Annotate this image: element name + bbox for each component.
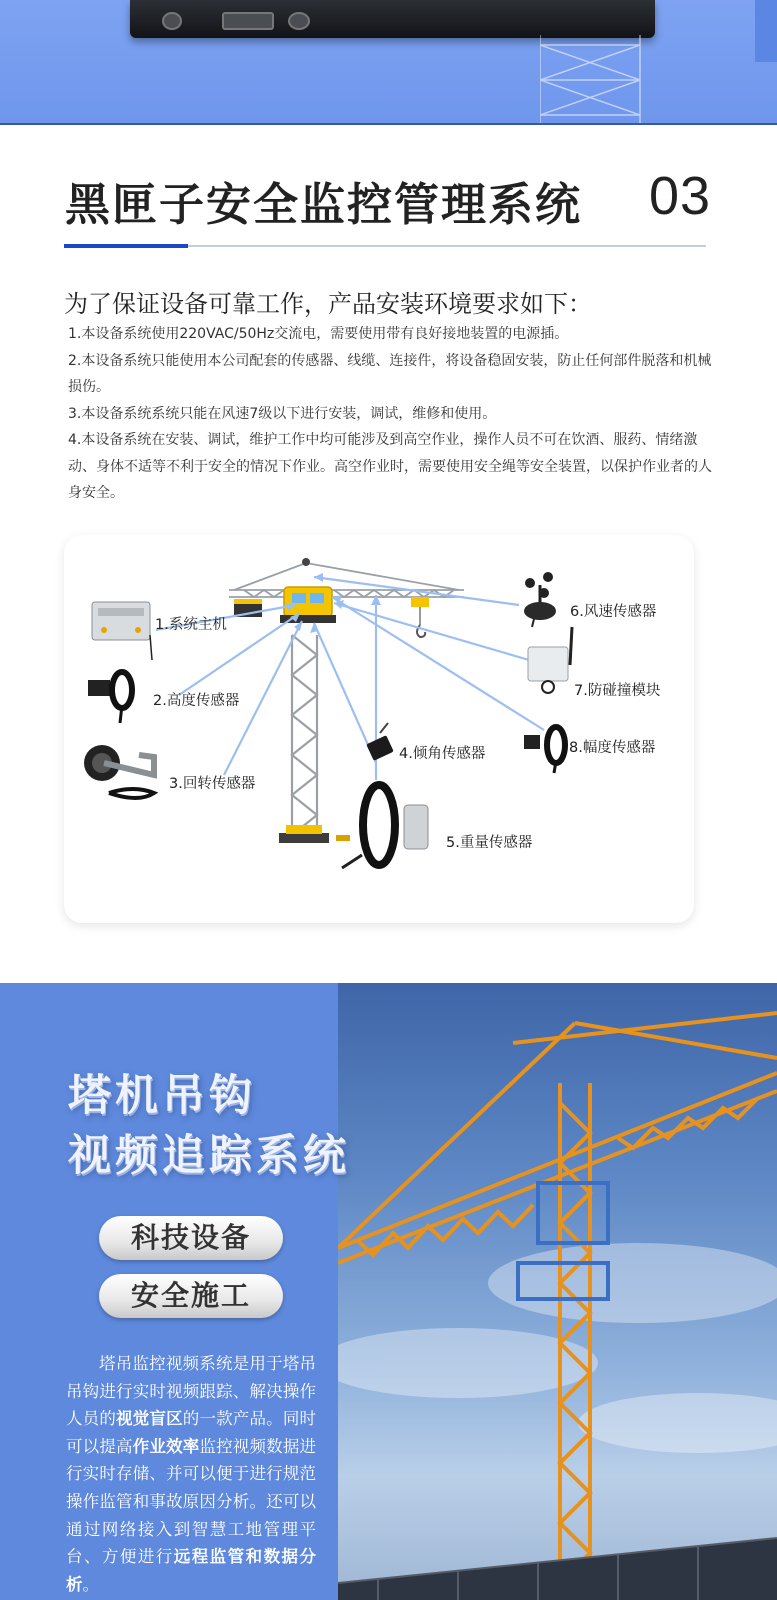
requirements-list [68, 321, 718, 507]
tower-lattice-icon [540, 35, 650, 125]
label-anticollision-module: 7.防碰撞模块 [574, 683, 661, 699]
label-weight-sensor: 5.重量传感器 [446, 835, 533, 851]
anticollision-module-icon [528, 627, 572, 693]
video-system-title-line2: 视频追踪系统 [68, 1131, 350, 1181]
top-banner [0, 0, 777, 125]
desc-text: 监控视频数据进行实时存储、并可以便于进行规范操作监管和事故原因分析。还可以通过网络接入到智慧工地管理平台、方便进行 [66, 1436, 317, 1567]
label-system-host: 1.系统主机 [155, 617, 227, 633]
video-system-title-line1: 塔机吊钩 [68, 1071, 256, 1121]
tower-crane-photo-icon [338, 983, 777, 1600]
requirement-item: 4.本设备系统在安装、调试，维护工作中均可能涉及到高空作业，操作人员不可在饮酒、服药、情绪激动、身体不适等不利于安全的情况下作业。高空作业时，需要使用安全绳等安全装置，以保护作业者的人身安全。 [68, 432, 712, 501]
video-system-description [66, 1350, 316, 1598]
tech-equipment-badge: 科技设备 [99, 1216, 283, 1260]
requirement-item: 3.本设备系统系统只能在风速7级以下进行安装，调试，维修和使用。 [68, 405, 497, 422]
rotation-sensor-icon [84, 745, 154, 798]
label-tilt-sensor: 4.倾角传感器 [399, 746, 486, 762]
diagram-graphic [64, 535, 694, 923]
tilt-sensor-icon [366, 723, 394, 761]
requirement-item: 2.本设备系统只能使用本公司配套的传感器、线缆、连接件，将设备稳固安装，防止任何部件脱落和机械损伤。 [68, 352, 712, 395]
desc-text: 。 [82, 1574, 99, 1594]
amplitude-sensor-icon [524, 727, 565, 773]
label-amplitude-sensor: 8.幅度传感器 [569, 740, 656, 756]
title-divider-accent [64, 244, 188, 248]
black-box-device-image [130, 0, 655, 38]
power-port-icon [162, 12, 182, 30]
banner-divider [0, 123, 777, 125]
section-number: 03 [649, 166, 712, 226]
section-title: 黑匣子安全监控管理系统 [65, 178, 583, 231]
desc-highlight: 远程监管和数据分析 [66, 1547, 317, 1594]
label-height-sensor: 2.高度传感器 [153, 693, 240, 709]
desc-text: 的一款产品。同时可以提高 [66, 1409, 317, 1456]
tower-crane-icon [229, 558, 464, 843]
crane-photo [338, 983, 777, 1600]
system-host-icon [92, 602, 152, 660]
antenna-port-icon [288, 12, 310, 30]
desc-highlight: 作业效率 [132, 1436, 200, 1456]
serial-port-icon [222, 12, 274, 30]
weight-sensor-icon [336, 785, 428, 868]
height-sensor-icon [88, 672, 132, 723]
desc-text: 塔吊监控视频系统是用于塔吊吊钩进行实时视频跟踪、解决操作人员的 [66, 1354, 316, 1429]
safe-construction-badge: 安全施工 [99, 1274, 283, 1318]
wind-sensor-icon [524, 572, 556, 627]
label-rotation-sensor: 3.回转传感器 [169, 776, 256, 792]
sensor-diagram [64, 535, 694, 923]
requirements-heading: 为了保证设备可靠工作，产品安装环境要求如下： [64, 290, 592, 318]
requirement-item: 1.本设备系统使用220VAC/50Hz交流电，需要使用带有良好接地装置的电源插。 [68, 326, 569, 342]
banner-edge-decoration [755, 0, 777, 62]
desc-highlight: 视觉盲区 [116, 1409, 183, 1429]
label-wind-sensor: 6.风速传感器 [570, 604, 657, 620]
